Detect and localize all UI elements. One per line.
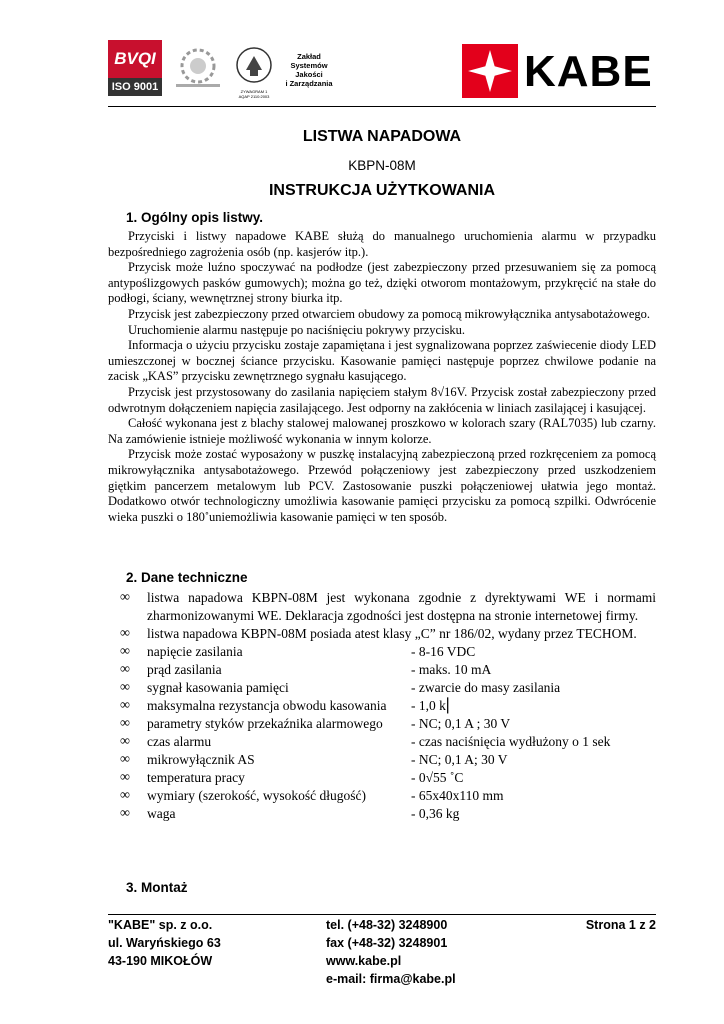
- model-number: KBPN-08M: [348, 158, 416, 173]
- city: 43-190 MIKOŁÓW: [108, 954, 213, 968]
- spec-key: maksymalna rezystancja obwodu kasowania: [147, 698, 387, 713]
- list-item: [108, 805, 656, 823]
- page-subtitle: INSTRUKCJA UŻYTKOWANIA: [268, 182, 496, 199]
- paragraph: Uruchomienie alarmu następuje po naciśnięciu pokrywy przycisku.: [128, 322, 466, 337]
- header-rule: [108, 106, 656, 107]
- company-name: "KABE" sp. z o.o.: [108, 918, 213, 932]
- ukas-crown-logo: [168, 44, 228, 92]
- bullet-icon: ∞: [120, 788, 130, 803]
- zaklad-logo-text: [278, 52, 340, 88]
- paragraph: Przycisk może zostać wyposażony w puszkę instalacyjną zabezpieczoną przed rozkręceniem za pomocą mikrowyłącznika antysabotażowego. Przewód połączeniowy jest zabezpieczony przed uszkodzeniem giętkim pancerzem metalowym lub PCV. Zastosowanie puszki połączeniowej ułatwia jego montaż. Dodatkowo otwór technologiczny umożliwia kasowanie pamięci przycisku za pomocą szpilki. Odwrócenie wieka puszki o 180˚uniemożliwia kasowanie pamięci w ten sposób.: [108, 447, 656, 524]
- item-text: listwa napadowa KBPN-08M posiada atest klasy „C” nr 186/02, wydany przez TECHOM.: [147, 626, 637, 641]
- list-item: [108, 715, 656, 733]
- bvqi-iso-logo: [108, 40, 162, 96]
- aqap-logo: [234, 46, 274, 98]
- list-item: [108, 787, 656, 805]
- spec-key: mikrowyłącznik AS: [147, 752, 255, 767]
- spec-key: prąd zasilania: [147, 662, 222, 677]
- aqap-small-2: AQAP 2110:2003: [238, 94, 270, 99]
- spec-value: - czas naciśnięcia wydłużony o 1 sek: [411, 734, 611, 749]
- paragraph: Całość wykonana jest z blachy stalowej malowanej proszkowo w kolorach szary (RAL7035) lub czarny. Na zamówienie istnieje możliwość wykonania w innym kolorze.: [108, 416, 656, 446]
- spec-value: - 0,36 kg: [411, 806, 460, 821]
- website-link[interactable]: www.kabe.pl: [326, 954, 402, 968]
- paragraph: Przycisk jest przystosowany do zasilania napięciem stałym 8√16V. Przycisk został zabezpieczony przed odwrotnym dołączeniem napięcia zasilającego. Jest odporny na zakłócenia w liniach zasilającej i kasującej.: [108, 384, 656, 415]
- description-block: [108, 229, 656, 525]
- spec-key: parametry styków przekaźnika alarmowego: [147, 716, 383, 731]
- street: ul. Waryńskiego 63: [108, 936, 221, 950]
- list-item: [108, 643, 656, 661]
- kabe-emblem-icon: [462, 44, 518, 98]
- email-link[interactable]: e-mail: firma@kabe.pl: [326, 972, 456, 986]
- paragraph: Przyciski i listwy napadowe KABE służą do manualnego uruchomienia alarmu w przypadku bezpośredniego zagrożenia osób (np. kasjerów itp.).: [108, 229, 656, 259]
- technical-data-list: [108, 589, 656, 823]
- certification-logos: [108, 40, 368, 98]
- spec-key: temperatura pracy: [147, 770, 245, 785]
- spec-key: waga: [147, 806, 176, 821]
- paragraph: Informacja o użyciu przycisku zostaje zapamiętana i jest sygnalizowana poprzez zaświecenie diody LED umieszczonej w bocznej ściance przycisku. Kasowanie pamięci następuje poprzez chwilowe podanie na zacisk „KAS” przycisku zewnętrznego sygnału kasującego.: [108, 338, 656, 384]
- bullet-icon: ∞: [120, 626, 130, 641]
- list-item: [108, 733, 656, 751]
- page-title: LISTWA NAPADOWA: [302, 128, 462, 145]
- list-item: [108, 697, 656, 715]
- spec-key: napięcie zasilania: [147, 644, 243, 659]
- paragraph: Przycisk może luźno spoczywać na podłodze (jest zabezpieczony przed przesuwaniem się za pomocą antypoślizgowych pasków gumowych); można go też, dzięki otworom montażowym, przykręcić na stałe do podłogi, ściany, wewnętrznej strony biurka itp.: [108, 260, 656, 306]
- list-item: [108, 661, 656, 679]
- spec-value: - NC; 0,1 A; 30 V: [411, 752, 508, 767]
- zaklad-line: Systemów: [290, 61, 328, 70]
- fax: fax (+48-32) 3248901: [326, 936, 448, 950]
- zaklad-line: Jakości: [295, 70, 323, 79]
- footer-address: [108, 916, 221, 970]
- page-number: Strona 1 z 2: [585, 918, 656, 932]
- zaklad-line: i Zarządzania: [285, 79, 333, 88]
- section-heading-3: 3. Montaż: [126, 880, 188, 895]
- bullet-icon: ∞: [120, 770, 130, 785]
- item-text: listwa napadowa KBPN-08M jest wykonana zgodnie z dyrektywami WE i normami zharmonizowanymi WE. Deklaracja zgodności jest dostępna na stronie internetowej firmy.: [147, 590, 656, 623]
- iso-text: ISO 9001: [108, 78, 162, 96]
- list-item: [108, 751, 656, 769]
- bullet-icon: ∞: [120, 662, 130, 677]
- eagle-icon: [234, 46, 274, 84]
- phone: tel. (+48-32) 3248900: [326, 918, 448, 932]
- list-item: [108, 679, 656, 697]
- spec-value: - 1,0 k⎜: [411, 698, 453, 713]
- spec-value: - NC; 0,1 A ; 30 V: [411, 716, 511, 731]
- spec-value: - zwarcie do masy zasilania: [411, 680, 561, 695]
- bullet-icon: ∞: [120, 752, 130, 767]
- footer-rule: [108, 914, 656, 915]
- bullet-icon: ∞: [120, 806, 130, 821]
- bullet-icon: ∞: [120, 680, 130, 695]
- kabe-logo: [462, 44, 656, 98]
- section-heading-1: 1. Ogólny opis listwy.: [126, 210, 264, 225]
- footer-contacts: [326, 916, 456, 988]
- spec-value: - 8-16 VDC: [411, 644, 476, 659]
- kabe-wordmark: KABE: [524, 47, 653, 96]
- bullet-icon: ∞: [120, 698, 130, 713]
- spec-value: - 0√55 ˚C: [411, 770, 464, 785]
- bullet-icon: ∞: [120, 644, 130, 659]
- spec-key: wymiary (szerokość, wysokość długość): [147, 788, 366, 803]
- bullet-icon: ∞: [120, 734, 130, 749]
- zaklad-line: Zakład: [297, 52, 321, 61]
- list-item: [108, 625, 656, 643]
- list-item: [108, 589, 656, 625]
- section-heading-2: 2. Dane techniczne: [126, 570, 248, 585]
- list-item: [108, 769, 656, 787]
- bullet-icon: ∞: [120, 590, 130, 605]
- aqap-small-1: ZYWAGRAM 1: [240, 89, 268, 94]
- spec-key: czas alarmu: [147, 734, 212, 749]
- spec-value: - maks. 10 mA: [411, 662, 492, 677]
- bvqi-text: BVQI: [108, 40, 162, 78]
- paragraph: Przycisk jest zabezpieczony przed otwarciem obudowy za pomocą mikrowyłącznika antysabotażowego.: [128, 306, 651, 321]
- spec-key: sygnał kasowania pamięci: [147, 680, 289, 695]
- bullet-icon: ∞: [120, 716, 130, 731]
- spec-value: - 65x40x110 mm: [411, 788, 504, 803]
